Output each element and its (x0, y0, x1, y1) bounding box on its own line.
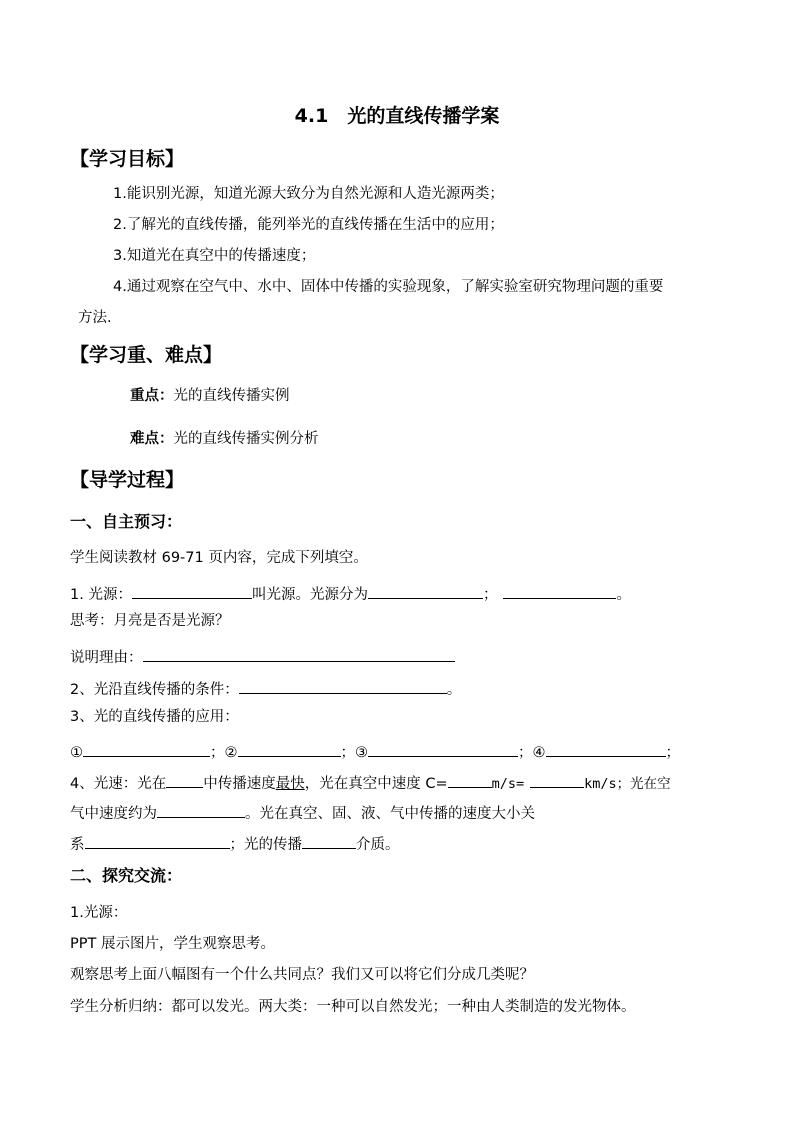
blank-field[interactable] (83, 741, 210, 757)
part-two-heading: 二、探究交流： (70, 866, 183, 885)
explore-item: 1.光源： (70, 905, 128, 921)
difficult-point-text: 光的直线传播实例分析 (173, 431, 319, 447)
q2-label: 2、光沿直线传播的条件： (70, 682, 239, 698)
q4-text: 。光在真空、固、液、气中传播的速度大小关 (245, 806, 535, 822)
blank-field[interactable] (143, 646, 455, 662)
key-point-line (130, 389, 290, 404)
q1-end: 。 (616, 587, 631, 603)
blank-field[interactable] (238, 741, 341, 757)
q4-text: 4、光速：光在 (70, 776, 167, 792)
q1-label: 1. 光源： (70, 587, 132, 603)
difficult-point-label: 难点： (130, 431, 174, 447)
goal-item: 3.知道光在真空中的传播速度； (113, 248, 316, 264)
blank-field[interactable] (503, 583, 616, 599)
question-4-cont (70, 802, 535, 822)
section-heading-process: 【导学过程】 (70, 469, 185, 491)
think-question: 思考：月亮是否是光源？ (70, 613, 230, 629)
section-heading-goals: 【学习目标】 (70, 148, 185, 170)
blank-field[interactable] (448, 772, 492, 788)
explore-item: 学生分析归纳：都可以发光。两大类：一种可以自然发光；一种由人类制造的发光物体。 (70, 999, 636, 1015)
q4-text: 中传播速度 (203, 776, 276, 792)
app-marker: ；③ (340, 745, 368, 761)
explore-item: PPT 展示图片，学生观察思考。 (70, 936, 275, 952)
q4-unit: m/s= (491, 776, 525, 792)
q4-text: ，光在真空中速度 C= (304, 776, 448, 792)
q4-fastest: 最快 (275, 776, 305, 792)
part-one-heading: 一、自主预习： (70, 512, 183, 531)
app-marker: ；④ (518, 745, 546, 761)
question-2 (70, 678, 461, 698)
reason-label: 说明理由： (70, 650, 143, 666)
goal-item: 2.了解光的直线传播，能列举光的直线传播在生活中的应用； (113, 217, 504, 233)
blank-field[interactable] (166, 772, 203, 788)
difficult-point-line (130, 432, 319, 447)
app-marker: ； (665, 745, 680, 761)
q4-text: 气中速度约为 (70, 806, 157, 822)
question-4-end (70, 833, 400, 853)
blank-field[interactable] (368, 741, 518, 757)
q4-text: ；光的传播 (229, 837, 302, 853)
q4-text: 介质。 (356, 837, 400, 853)
blank-field[interactable] (239, 678, 447, 694)
q1-text: 叫光源。光源分为 (251, 587, 368, 603)
reason-line (70, 646, 455, 666)
intro-text: 学生阅读教材 69-71 页内容，完成下列填空。 (70, 550, 368, 566)
goal-item: 方法. (78, 310, 112, 326)
app-marker: ；② (210, 745, 238, 761)
question-3: 3、光的直线传播的应用： (70, 709, 239, 725)
blank-field[interactable] (157, 802, 245, 818)
goal-item: 4.通过观察在空气中、水中、固体中传播的实验现象，了解实验室研究物理问题的重要 (113, 279, 664, 295)
blank-field[interactable] (85, 833, 230, 849)
blank-field[interactable] (530, 772, 584, 788)
question-4 (70, 772, 671, 792)
applications-line (70, 741, 680, 761)
section-heading-key-points: 【学习重、难点】 (70, 344, 223, 366)
q1-separator: ； (482, 587, 498, 603)
question-1 (70, 583, 631, 603)
q4-text: 系 (70, 837, 85, 853)
key-point-label: 重点： (130, 388, 174, 404)
explore-item: 观察思考上面八幅图有一个什么共同点？我们又可以将它们分成几类呢？ (70, 967, 534, 983)
app-marker: ① (70, 745, 83, 761)
goal-item: 1.能识别光源，知道光源大致分为自然光源和人造光源两类； (113, 186, 504, 202)
blank-field[interactable] (368, 583, 483, 599)
document-title: 4.1 光的直线传播学案 (294, 105, 500, 127)
blank-field[interactable] (302, 833, 356, 849)
q4-unit: km/s；光在空 (584, 776, 671, 792)
key-point-text: 光的直线传播实例 (173, 388, 290, 404)
blank-field[interactable] (132, 583, 252, 599)
q2-end: 。 (446, 682, 462, 698)
blank-field[interactable] (546, 741, 666, 757)
